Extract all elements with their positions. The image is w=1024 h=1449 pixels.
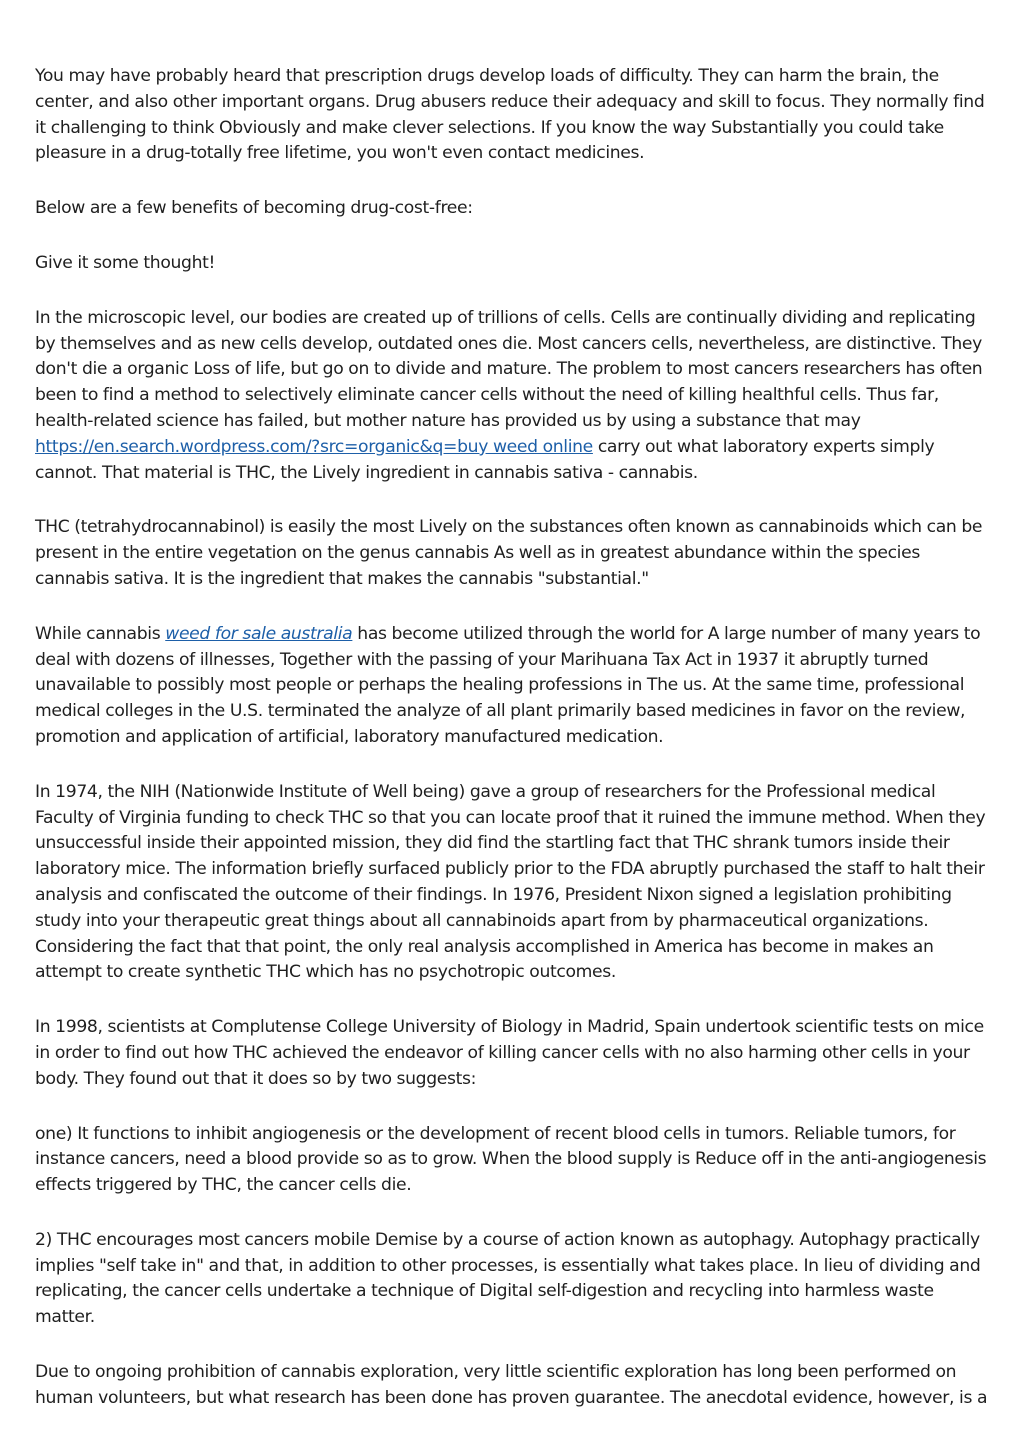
paragraph-benefits-heading: Below are a few benefits of becoming drug-cost-free: bbox=[35, 198, 473, 219]
paragraph-cells-text-end: carry out what laboratory experts simply cannot. That material is THC, the Lively ingredient in cannabis sativa - cannabis. bbox=[35, 436, 935, 483]
paragraph-history-text-end: has become utilized through the world for A large number of many years to deal with dozens of illnesses, Together with the passing of your Marihuana Tax Act in 1937 it abruptly turned unavailable to possibly most people or perhaps the healing professions in The us. At the same time, professional medical colleges in the U.S. terminated the analyze of all plant primarily based medicines in favor on the review, promotion and application of artificial, laboratory manufactured medication. bbox=[35, 623, 981, 747]
paragraph-madrid-1998: In 1998, scientists at Complutense College University of Biology in Madrid, Spain undertook scientific tests on mice in order to find out how THC achieved the endeavor of killing cancer cells with no also harming other cells in your body. They found out that it does so by two suggests: bbox=[35, 1017, 984, 1089]
weed-for-sale-link[interactable]: weed for sale australia bbox=[165, 623, 353, 644]
paragraph-cells bbox=[35, 306, 990, 487]
paragraph-thc-definition: THC (tetrahydrocannabinol) is easily the most Lively on the substances often known as cannabinoids which can be present in the entire vegetation on the genus cannabis As well as in greatest abundance within the species cannabis sativa. It is the ingredient that makes the cannabis "substantial." bbox=[35, 517, 983, 589]
paragraph-cannabis-history bbox=[35, 622, 990, 751]
paragraph-cells-text-start: In the microscopic level, our bodies are created up of trillions of cells. Cells are continually dividing and replicating by themselves and as new cells develop, outdated ones die. Most cancers cells, nevertheless, are distinctive. They don't die a organic Loss of life, but go on to divide and mature. The problem to most cancers researchers has often been to find a method to selectively eliminate cancer cells without the need of killing healthful cells. Thus far, health-related science has failed, but mother nature has provided us by using a substance that may bbox=[35, 307, 983, 431]
wordpress-search-link[interactable]: https://en.search.wordpress.com/?src=organic&q=buy weed online bbox=[35, 436, 593, 457]
paragraph-autophagy: 2) THC encourages most cancers mobile Demise by a course of action known as autophagy. Autophagy practically implies "self take in" and that, in addition to other processes, is essentially what takes place. In lieu of dividing and replicating, the cancer cells undertake a technique of Digital self-digestion and recycling into harmless waste matter. bbox=[35, 1229, 981, 1328]
paragraph-history-text-start: While cannabis bbox=[35, 623, 166, 644]
document-body bbox=[35, 64, 990, 1441]
paragraph-nih-1974: In 1974, the NIH (Nationwide Institute of Well being) gave a group of researchers for the Professional medical Faculty of Virginia funding to check THC so that you can locate proof that it ruined the immune method. When they unsuccessful inside their appointed mission, they did find the startling fact that THC shrank tumors inside their laboratory mice. The information briefly surfaced publicly prior to the FDA abruptly purchased the staff to halt their analysis and confiscated the outcome of their findings. In 1976, President Nixon signed a legislation prohibiting study into your therapeutic great things about all cannabinoids apart from by pharmaceutical organizations. Considering the fact that that point, the only real analysis accomplished in America has become in makes an attempt to create synthetic THC which has no psychotropic outcomes. bbox=[35, 781, 986, 983]
paragraph-give-it-thought: Give it some thought! bbox=[35, 252, 216, 273]
paragraph-angiogenesis: one) It functions to inhibit angiogenesis or the development of recent blood cells in tumors. Reliable tumors, for instance cancers, need a blood provide so as to grow. When the blood supply is Reduce off in the anti-angiogenesis effects triggered by THC, the cancer cells die. bbox=[35, 1123, 987, 1196]
paragraph-prohibition: Due to ongoing prohibition of cannabis exploration, very little scientific exploration has long been performed on human volunteers, but what research has been done has proven guarantee. The anecdotal evidence, however, is a bbox=[35, 1362, 988, 1408]
paragraph-intro: You may have probably heard that prescription drugs develop loads of difficulty. They can harm the brain, the center, and also other important organs. Drug abusers reduce their adequacy and skill to focus. They normally find it challenging to think Obviously and make clever selections. If you know the way Substantially you could take pleasure in a drug-totally free lifetime, you won't even contact medicines. bbox=[35, 66, 985, 164]
